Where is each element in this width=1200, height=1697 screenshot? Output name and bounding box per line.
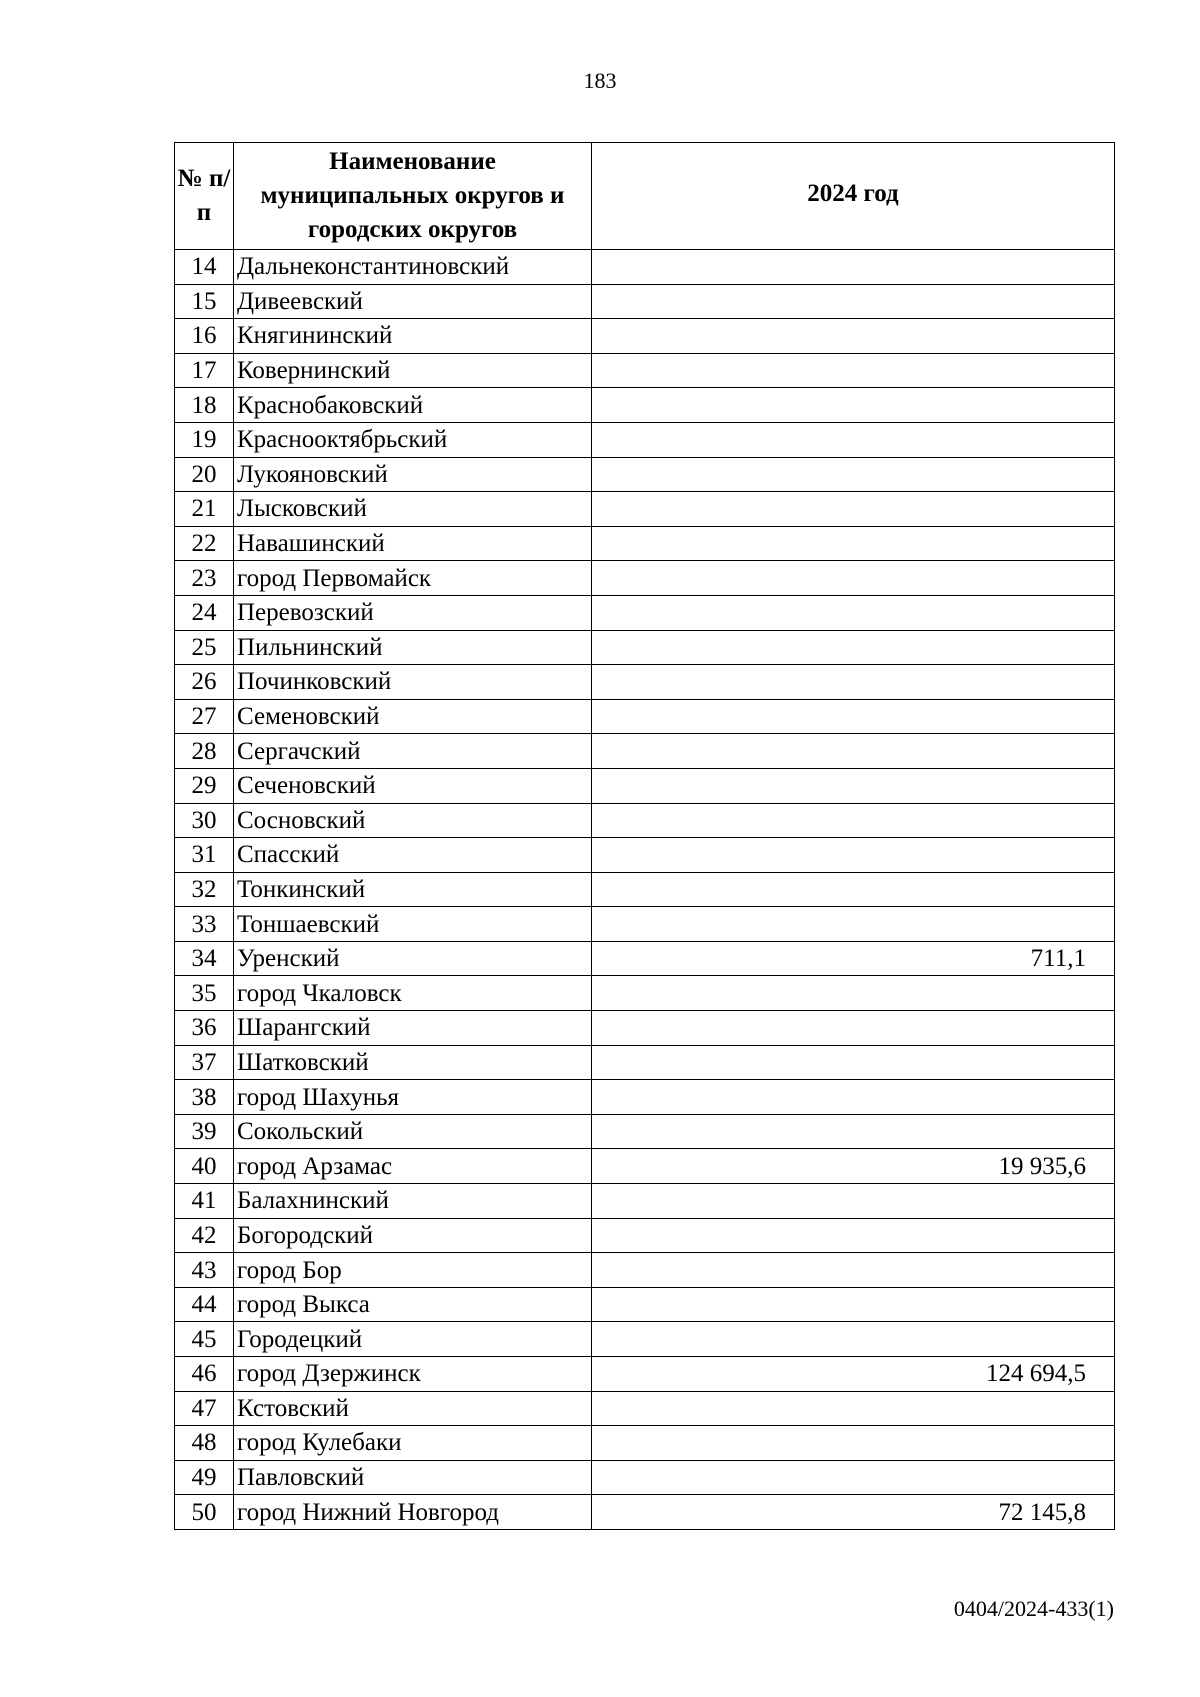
table-row [175,561,1115,596]
table-row [175,872,1115,907]
row-number: 28 [175,734,234,769]
table-row [175,1322,1115,1357]
row-value [592,284,1115,319]
row-name: Уренский [234,941,592,976]
row-name: Сеченовский [234,768,592,803]
table-row [175,1218,1115,1253]
row-number: 31 [175,838,234,873]
row-name: город Кулебаки [234,1426,592,1461]
row-value [592,1114,1115,1149]
row-value [592,1426,1115,1461]
row-number: 41 [175,1184,234,1219]
table-row [175,492,1115,527]
table-row [175,907,1115,942]
row-value [592,976,1115,1011]
row-number: 21 [175,492,234,527]
row-number: 40 [175,1149,234,1184]
table-row [175,319,1115,354]
table-row [175,284,1115,319]
row-value: 711,1 [592,941,1115,976]
row-name: Тонкинский [234,872,592,907]
row-value [592,803,1115,838]
row-value [592,1391,1115,1426]
row-name: Балахнинский [234,1184,592,1219]
table-row [175,665,1115,700]
row-value [592,561,1115,596]
row-name: Семеновский [234,699,592,734]
row-value [592,422,1115,457]
row-name: Павловский [234,1460,592,1495]
row-name: город Дзержинск [234,1357,592,1392]
row-name: Спасский [234,838,592,873]
table-row [175,1045,1115,1080]
table-row [175,734,1115,769]
header-name: Наименование муниципальных округов и городских округов [234,143,592,250]
row-number: 15 [175,284,234,319]
row-number: 38 [175,1080,234,1115]
row-number: 26 [175,665,234,700]
row-value [592,734,1115,769]
row-name: Княгининский [234,319,592,354]
row-name: Ковернинский [234,353,592,388]
table-row [175,250,1115,285]
row-name: Лысковский [234,492,592,527]
table-body [175,250,1115,1530]
row-name: Богородский [234,1218,592,1253]
row-number: 46 [175,1357,234,1392]
row-value: 72 145,8 [592,1495,1115,1530]
row-number: 50 [175,1495,234,1530]
table-row [175,1287,1115,1322]
row-value [592,1287,1115,1322]
row-value [592,872,1115,907]
row-name: Починковский [234,665,592,700]
table-row [175,457,1115,492]
row-number: 35 [175,976,234,1011]
row-name: город Первомайск [234,561,592,596]
table-row [175,1460,1115,1495]
row-name: город Нижний Новгород [234,1495,592,1530]
row-value [592,1460,1115,1495]
row-value [592,1184,1115,1219]
row-value [592,1253,1115,1288]
table-row [175,838,1115,873]
row-number: 33 [175,907,234,942]
table-row [175,768,1115,803]
row-value [592,1218,1115,1253]
row-name: Сокольский [234,1114,592,1149]
table-row [175,1391,1115,1426]
table-row [175,595,1115,630]
row-number: 14 [175,250,234,285]
row-value [592,1011,1115,1046]
table-row [175,1011,1115,1046]
page-number: 183 [583,68,617,93]
row-name: Дальнеконстантиновский [234,250,592,285]
row-name: Дивеевский [234,284,592,319]
row-value [592,388,1115,423]
row-number: 16 [175,319,234,354]
row-number: 20 [175,457,234,492]
row-name: город Бор [234,1253,592,1288]
row-value: 19 935,6 [592,1149,1115,1184]
table-row [175,1357,1115,1392]
table-row [175,1253,1115,1288]
row-name: город Шахунья [234,1080,592,1115]
table-row [175,1114,1115,1149]
row-number: 42 [175,1218,234,1253]
row-name: Шарангский [234,1011,592,1046]
row-value [592,630,1115,665]
row-name: Краснобаковский [234,388,592,423]
row-name: Навашинский [234,526,592,561]
table-row [175,941,1115,976]
row-value [592,595,1115,630]
row-value [592,665,1115,700]
header-number: № п/п [175,143,234,250]
row-value [592,526,1115,561]
row-value: 124 694,5 [592,1357,1115,1392]
document-code: 0404/2024-433(1) [953,1596,1114,1621]
row-value [592,1322,1115,1357]
row-name: Лукояновский [234,457,592,492]
row-value [592,1045,1115,1080]
row-number: 27 [175,699,234,734]
row-name: город Чкаловск [234,976,592,1011]
row-number: 17 [175,353,234,388]
row-name: Перевозский [234,595,592,630]
row-number: 19 [175,422,234,457]
row-name: город Арзамас [234,1149,592,1184]
row-name: Пильнинский [234,630,592,665]
table-row [175,976,1115,1011]
table-row [175,526,1115,561]
row-value [592,699,1115,734]
row-number: 18 [175,388,234,423]
row-name: Краснооктябрьский [234,422,592,457]
row-name: Тоншаевский [234,907,592,942]
row-value [592,353,1115,388]
row-number: 43 [175,1253,234,1288]
table-row [175,353,1115,388]
row-name: Кстовский [234,1391,592,1426]
table-row [175,1184,1115,1219]
row-number: 49 [175,1460,234,1495]
table-row [175,1495,1115,1530]
row-value [592,457,1115,492]
row-name: город Выкса [234,1287,592,1322]
row-value [592,319,1115,354]
row-number: 29 [175,768,234,803]
row-name: Сосновский [234,803,592,838]
row-number: 36 [175,1011,234,1046]
table-header-row [175,143,1115,250]
table-row [175,630,1115,665]
row-number: 47 [175,1391,234,1426]
table-row [175,1426,1115,1461]
table-row [175,1080,1115,1115]
table-row [175,803,1115,838]
header-year: 2024 год [592,143,1115,250]
table-row [175,388,1115,423]
row-number: 37 [175,1045,234,1080]
allocation-table [174,142,1115,1530]
row-value [592,768,1115,803]
row-number: 32 [175,872,234,907]
row-number: 25 [175,630,234,665]
table-row [175,699,1115,734]
row-value [592,1080,1115,1115]
row-number: 23 [175,561,234,596]
row-number: 39 [175,1114,234,1149]
row-number: 34 [175,941,234,976]
row-number: 48 [175,1426,234,1461]
row-number: 24 [175,595,234,630]
row-value [592,250,1115,285]
table-row [175,422,1115,457]
row-name: Сергачский [234,734,592,769]
row-value [592,907,1115,942]
row-value [592,492,1115,527]
row-number: 30 [175,803,234,838]
row-name: Шатковский [234,1045,592,1080]
row-number: 22 [175,526,234,561]
row-number: 45 [175,1322,234,1357]
row-number: 44 [175,1287,234,1322]
row-name: Городецкий [234,1322,592,1357]
table-row [175,1149,1115,1184]
row-value [592,838,1115,873]
